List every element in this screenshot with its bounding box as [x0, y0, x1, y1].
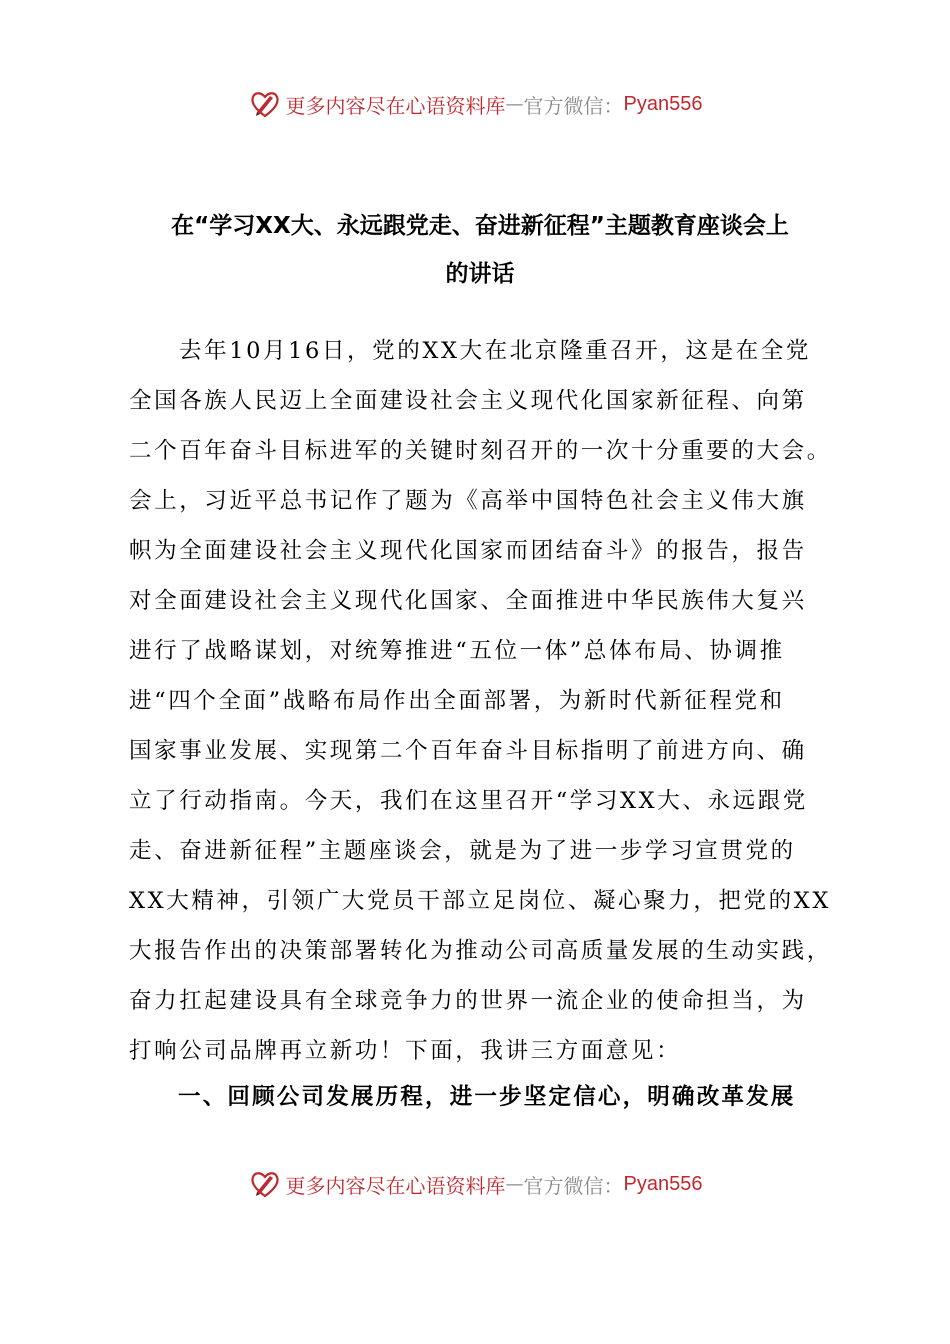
paragraph-line: 大报告作出的决策部署转化为推动公司高质量发展的生动实践，: [129, 938, 832, 964]
bottom-banner: [0, 1164, 950, 1204]
paragraph-line: 二个百年奋斗目标进军的关键时刻召开的一次十分重要的大会。: [129, 438, 832, 464]
paragraph-line: 帜为全面建设社会主义现代化国家而团结奋斗》的报告，报告: [129, 538, 807, 564]
body-paragraph: [129, 326, 849, 1076]
paragraph-line: 立了行动指南。今天，我们在这里召开“学习XX大、永远跟党: [129, 788, 808, 814]
title-line-2: 的讲话: [445, 261, 515, 287]
paragraph-line: 打响公司品牌再立新功！下面，我讲三方面意见：: [129, 1038, 682, 1064]
paragraph-line: 进行了战略谋划，对统筹推进“五位一体”总体布局、协调推: [129, 638, 785, 664]
paragraph-line: 进“四个全面”战略布局作出全面部署，为新时代新征程党和: [129, 688, 785, 714]
heart-pen-logo-icon: [248, 1167, 282, 1201]
top-banner: [0, 84, 950, 124]
section-heading: 一、回顾公司发展历程，进一步坚定信心，明确改革发展: [178, 1084, 796, 1110]
paragraph-line: 全国各族人民迈上全面建设社会主义现代化国家新征程、向第: [129, 388, 807, 414]
paragraph-line: 奋力扛起建设具有全球竞争力的世界一流企业的使命担当，为: [129, 988, 807, 1014]
paragraph-line: 对全面建设社会主义现代化国家、全面推进中华民族伟大复兴: [129, 588, 807, 614]
banner-wechat-id: Pyan556: [623, 92, 703, 115]
document-title: [120, 202, 840, 298]
banner-dash: —: [505, 1173, 524, 1195]
title-line-1: 在“学习XX大、永远跟党走、奋进新征程”主题教育座谈会上: [171, 213, 789, 239]
banner-site-text: 更多内容尽在心语资料库: [285, 93, 506, 118]
banner-dash: —: [505, 93, 524, 115]
banner-wechat-id: Pyan556: [623, 1172, 703, 1195]
paragraph-line: 去年10月16日，党的XX大在北京隆重召开，这是在全党: [179, 338, 811, 364]
paragraph-line: 走、奋进新征程”主题座谈会，就是为了进一步学习宣贯党的: [129, 838, 796, 864]
banner-wechat-label: 官方微信：: [523, 93, 624, 118]
banner-wechat-label: 官方微信：: [523, 1173, 624, 1198]
paragraph-line: XX大精神，引领广大党员干部立足岗位、凝心聚力，把党的XX: [129, 888, 831, 914]
banner-site-text: 更多内容尽在心语资料库: [285, 1173, 506, 1198]
heart-pen-logo-icon: [248, 87, 282, 121]
paragraph-line: 会上，习近平总书记作了题为《高举中国特色社会主义伟大旗: [129, 488, 807, 514]
paragraph-line: 国家事业发展、实现第二个百年奋斗目标指明了前进方向、确: [129, 738, 807, 764]
